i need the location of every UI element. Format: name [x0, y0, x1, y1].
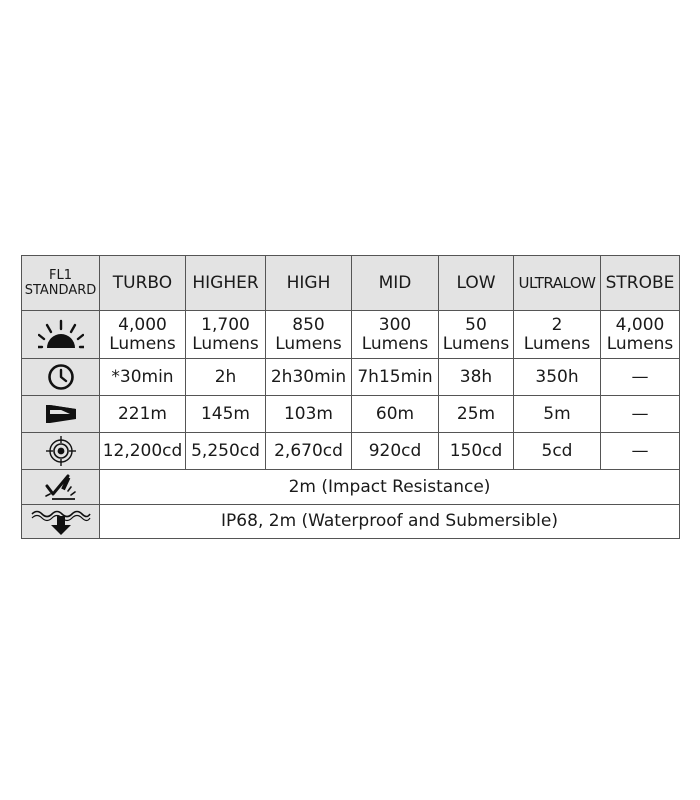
mode-header-mid: MID	[352, 256, 439, 311]
distance-turbo: 221m	[100, 396, 186, 433]
runtime-row	[22, 359, 680, 396]
beam-distance-icon	[22, 396, 100, 433]
lumens-mid: 300 Lumens	[352, 311, 439, 359]
waterproof-value: IP68, 2m (Waterproof and Submersible)	[100, 505, 680, 539]
lumens-higher: 1,700 Lumens	[186, 311, 266, 359]
intensity-strobe: —	[601, 433, 680, 470]
runtime-higher: 2h	[186, 359, 266, 396]
mode-header-high: HIGH	[266, 256, 352, 311]
intensity-high: 2,670cd	[266, 433, 352, 470]
intensity-mid: 920cd	[352, 433, 439, 470]
standard-header	[22, 256, 100, 311]
target-icon	[22, 433, 100, 470]
distance-mid: 60m	[352, 396, 439, 433]
intensity-higher: 5,250cd	[186, 433, 266, 470]
header-row	[22, 256, 680, 311]
impact-drop-icon	[22, 470, 100, 505]
runtime-low: 38h	[439, 359, 514, 396]
lumens-high: 850 Lumens	[266, 311, 352, 359]
mode-header-strobe: STROBE	[601, 256, 680, 311]
spec-table	[21, 255, 680, 539]
runtime-strobe: —	[601, 359, 680, 396]
runtime-ultralow: 350h	[514, 359, 601, 396]
standard-line2: STANDARD	[24, 283, 97, 298]
waterproof-icon	[22, 505, 100, 539]
lumens-strobe: 4,000 Lumens	[601, 311, 680, 359]
distance-higher: 145m	[186, 396, 266, 433]
standard-line1: FL1	[49, 268, 72, 283]
runtime-turbo: *30min	[100, 359, 186, 396]
intensity-low: 150cd	[439, 433, 514, 470]
mode-header-turbo: TURBO	[100, 256, 186, 311]
runtime-mid: 7h15min	[352, 359, 439, 396]
mode-header-higher: HIGHER	[186, 256, 266, 311]
clock-icon	[22, 359, 100, 396]
distance-high: 103m	[266, 396, 352, 433]
intensity-ultralow: 5cd	[514, 433, 601, 470]
lumens-row	[22, 311, 680, 359]
mode-header-low: LOW	[439, 256, 514, 311]
impact-value: 2m (Impact Resistance)	[100, 470, 680, 505]
intensity-row	[22, 433, 680, 470]
distance-low: 25m	[439, 396, 514, 433]
brightness-icon	[22, 311, 100, 359]
intensity-turbo: 12,200cd	[100, 433, 186, 470]
mode-header-ultralow: ULTRALOW	[514, 256, 601, 311]
distance-ultralow: 5m	[514, 396, 601, 433]
lumens-turbo: 4,000 Lumens	[100, 311, 186, 359]
distance-strobe: —	[601, 396, 680, 433]
lumens-ultralow: 2 Lumens	[514, 311, 601, 359]
lumens-low: 50 Lumens	[439, 311, 514, 359]
waterproof-row	[22, 505, 680, 539]
runtime-high: 2h30min	[266, 359, 352, 396]
distance-row	[22, 396, 680, 433]
impact-row	[22, 470, 680, 505]
